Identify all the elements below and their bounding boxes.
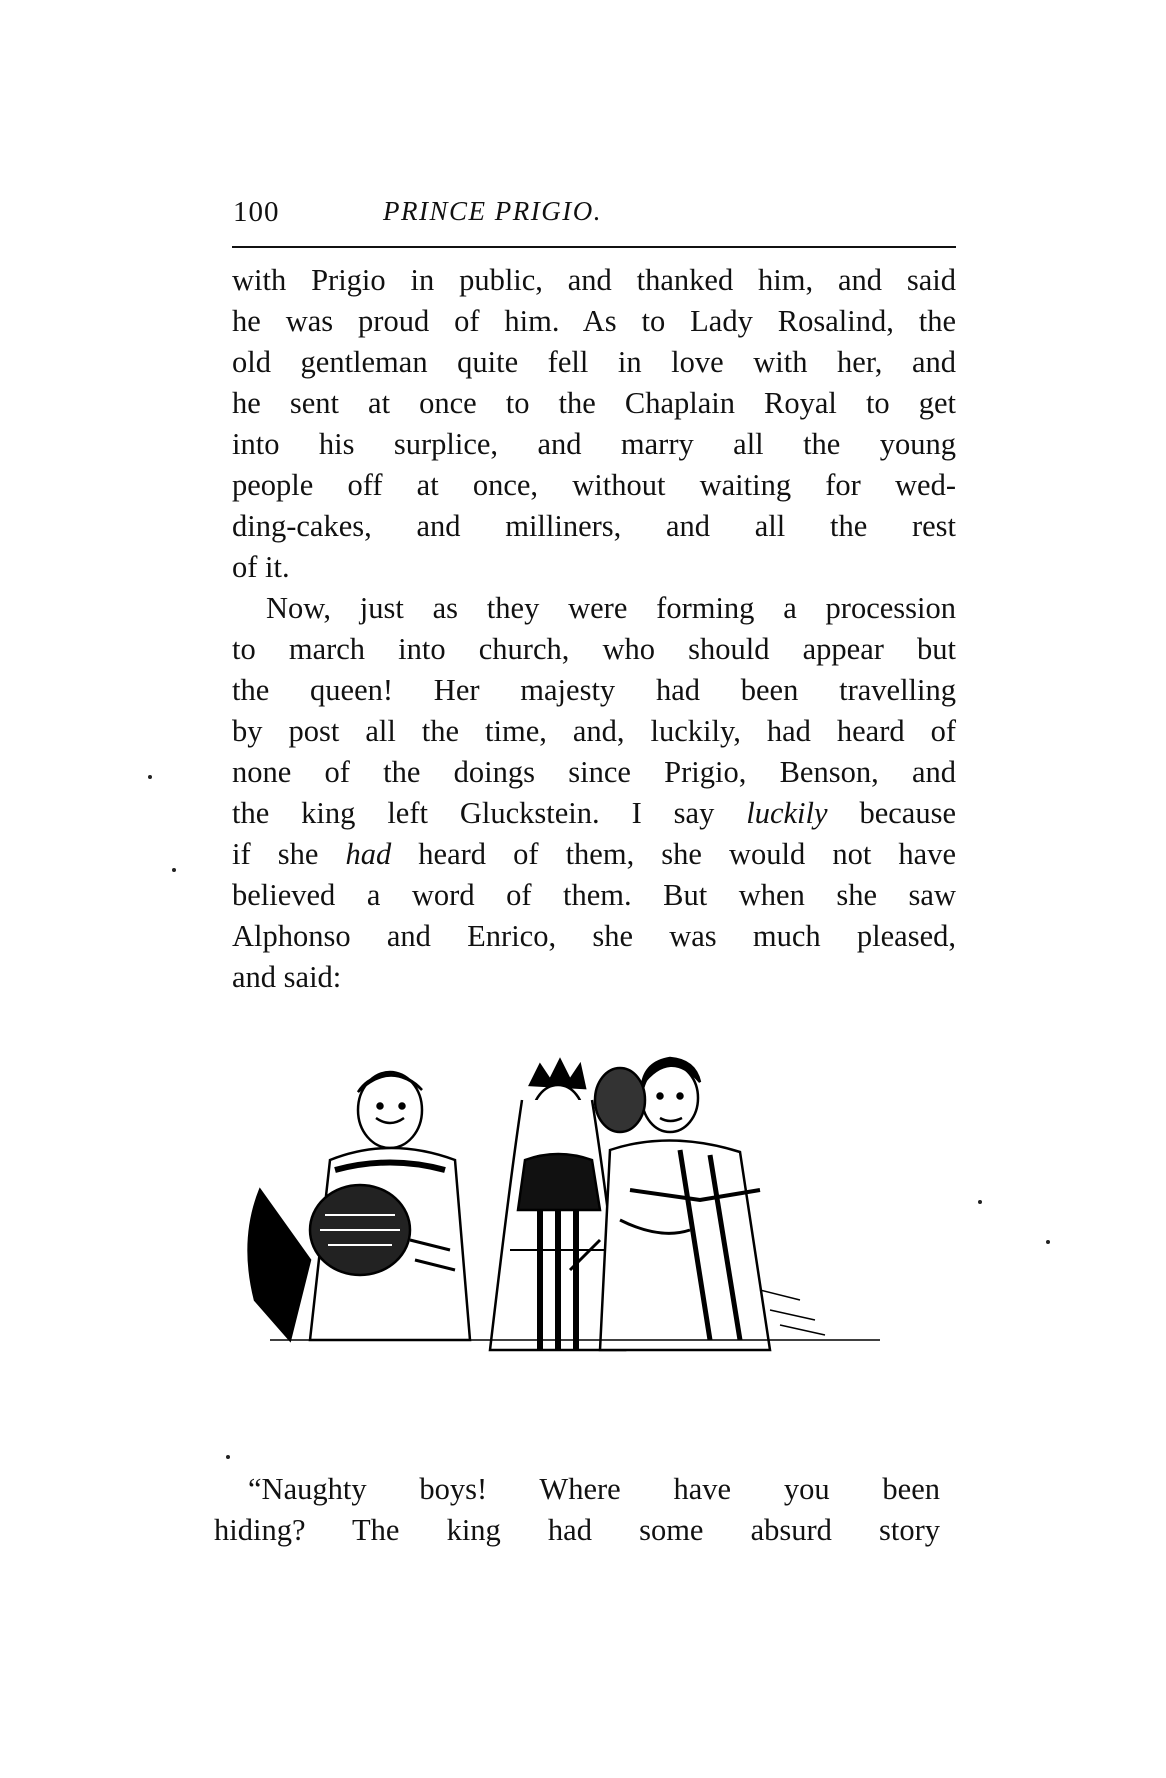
- text-run: heard of them, she would not have: [391, 837, 956, 871]
- text-run: because: [827, 796, 956, 830]
- text-line: “Naughty boys! Where have you been: [248, 1472, 940, 1506]
- text-line: to march into church, who should appear but: [232, 632, 956, 666]
- speck: [226, 1455, 230, 1459]
- text-line: Alphonso and Enrico, she was much pleased,: [232, 919, 956, 953]
- text-line: into his surplice, and marry all the young: [232, 427, 956, 461]
- text-line: people off at once, without waiting for wed-: [232, 468, 956, 502]
- text-line: none of the doings since Prigio, Benson, and: [232, 755, 956, 789]
- text-line: and said:: [232, 960, 342, 994]
- text-line: old gentleman quite fell in love with her, and: [232, 345, 956, 379]
- text-line-with-italic: [232, 793, 956, 834]
- continued-text: [214, 1468, 940, 1550]
- text-line: believed a word of them. But when she saw: [232, 878, 956, 912]
- text-line: he sent at once to the Chaplain Royal to get: [232, 386, 956, 420]
- text-line: hiding? The king had some absurd story: [214, 1513, 940, 1547]
- illustration-three-figures: [240, 1040, 900, 1360]
- header-rule: [232, 246, 956, 248]
- text-line: with Prigio in public, and thanked him, and said: [232, 263, 956, 297]
- italic-word: had: [345, 837, 392, 871]
- text-run: if she: [232, 837, 346, 871]
- text-line-with-italic: [232, 834, 956, 875]
- text-line: he was proud of him. As to Lady Rosalind, the: [232, 304, 956, 338]
- figure-alphonso: [249, 1072, 470, 1340]
- speck: [1046, 1240, 1050, 1244]
- text-line: ding-cakes, and milliners, and all the rest: [232, 509, 956, 543]
- running-title: PRINCE PRIGIO.: [383, 196, 602, 226]
- body-text: [232, 260, 956, 998]
- speck: [978, 1200, 982, 1204]
- page-number: 100: [233, 196, 280, 228]
- text-line: the queen! Her majesty had been travelling: [232, 673, 956, 707]
- text-line: by post all the time, and, luckily, had heard of: [232, 714, 956, 748]
- italic-word: luckily: [746, 796, 828, 830]
- text-line: Now, just as they were forming a procession: [266, 591, 956, 625]
- speck: [172, 868, 176, 872]
- text-line: of it.: [232, 550, 290, 584]
- speck: [148, 775, 152, 779]
- page-header: [233, 196, 955, 236]
- text-run: the king left Gluckstein. I say: [232, 796, 747, 830]
